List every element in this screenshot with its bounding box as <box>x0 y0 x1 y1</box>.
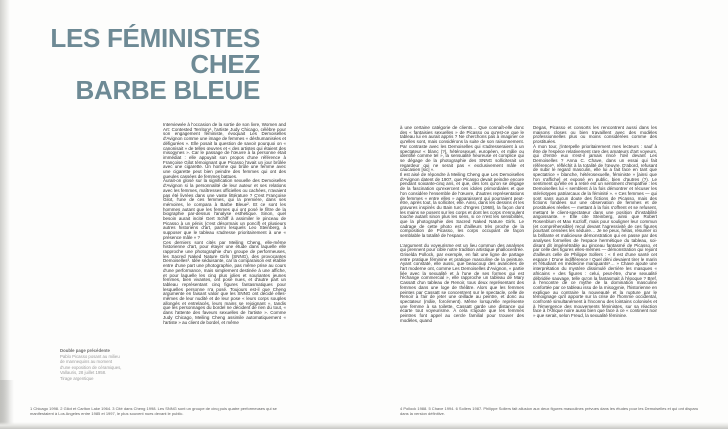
paragraph: Ces derniers sont cités par Meiling Cheng, elle-même historienne d'art, pour étayer une étude dans laquelle elle rapproche une photographie d'un groupe de performeuses, les Sacred Naked Nature Girls (SNNG), des provocantes Demoiselles³. Idée séduisante, car la comparaison est établie entre d'une part une photographie, pas même prise au cours d'une performance, mais simplement destinée à une affiche, et pour laquelle les cinq plus jolies et souriantes jeunes femmes, bien vivantes, ont posé nues, et d'autre part un tableau représentant cinq figures fantasmatiques pour lesquelles personne n'a posé. Toujours est-il que Cheng argumente en faisant valoir que les SNNG ont décidé elles-mêmes de leur nudité et de leur pose « leurs corps souples allongés et entrelacés, leurs mains se rejoignant », tandis que les personnages du bordel ne décident de rien du tout, « dans l'attente des faveurs sexuelles de l'artiste ». Comme Judy Chicago, Meiling Cheng assimile automatiquement « l'artiste » au client de bordel, et même <box>163 239 286 325</box>
title-line-3: BARBE BLEUE <box>75 75 260 105</box>
title-line-2: CHEZ <box>190 49 260 79</box>
paragraph: Degas, Picasso et consorts les rencontrent aussi dans les maisons closes ou bien travaillent avec des modèles professionnelles plus ou moins considérées comme des prostituées. <box>533 125 657 145</box>
paragraph: Aurait-on glosé sur la signification sexuelle des Demoiselles d'Avignon si la personnalité de leur auteur et ses relations avec les femmes, maîtresses officielles ou cachées, n'avaient pas été livrées dans une vaste littérature ? C'est Françoise Gilot, l'une de ces femmes, qui la première, dans ses mémoires, le compara à Barbe Bleue². Et ce sont les hommes autant que les femmes qui ont posé le filtre de la biographie par-dessus l'analyse esthétique. Sinon, quel besoin aurait incité Gert Schiff à assimiler le pinceau de Picasso à un pénis (c'est désormais un poncif) et plusieurs autres historiens d'art, parmi lesquels Leo Steinberg, à supposer que le tableau s'adresse prioritairement à une « présence mâle » ? <box>163 178 286 240</box>
caption-line: Tirage argentique <box>60 375 94 381</box>
caption-heading: Double page précédente <box>60 348 110 353</box>
title-line-1: LES FÉMINISTES <box>50 23 260 53</box>
right-page-column-1 <box>400 126 524 394</box>
right-page-footnotes: 4 Pollock 1988. 5 Chave 1994. 6 Sollers 1987. Philippe Sollers fait allusion aux deux figures masculines prévues dans les études pour les Demoiselles et qui ont disparu dans la version définitive. <box>400 406 699 416</box>
left-page-footnotes: 1 Chicago 1998. 2 Gilot et Carlton Lake 1964. 3 Cité dans Cheng 1998. Les SNNG sont un groupe de cinq puis quatre performeuses qui se manifestaient à Los Angeles entre 1985 et 1997, le plus souvent nues devant le public. <box>30 406 277 416</box>
caption-line: d'une exposition de céramiques, <box>60 364 122 370</box>
page-bottom-edge-shadow <box>0 422 728 429</box>
paragraph: L'argument du voyeurisme est un lieu commun des analyses qui prennent pour cible notre tradition artistique phallocentrée. Griselda Pollock, par exemple, en fait une ligne de partage entre pratique féminine et pratique masculine de la peinture. Ayant constaté, elle aussi, que beaucoup des avancées de l'art moderne ont, comme Les Demoiselles d'Avignon, « partie liée avec la sexualité et à l'une de ses formes qui est l'échange commercial », elle rapproche un tableau de Mary Cassatt d'un tableau de Renoir, tous deux représentant des femmes dans une loge de théâtre. Alors que les femmes peintes par Cassatt se concentrent sur le spectacle, celle de Renoir a l'air de jeter une œillade au peintre, et donc au spectateur (mâle, forcément). Même lorsqu'elle représente une femme à sa toilette, Cassatt garde une distance qui écarte tout voyeurisme. À cela s'ajoute que les femmes peintres font appel au cercle familial pour trouver des modèles, quand <box>400 242 524 323</box>
article-title <box>24 25 260 103</box>
paragraph: Interviewée à l'occasion de la sortie de son livre, Women and Art: Contested Territory¹, l'artiste Judy Chicago, célèbre pour son engagement féministe, évoquait Les Demoiselles d'Avignon comme une image de femmes « déshumanisées et défigurées ». Elle posait la question de savoir pourquoi on « canonisait » de telles œuvres et « des artistes qui étaient des misogynes ». Car le passage de l'œuvre à la personne était immédiat : elle appuyait son propos d'une référence à Françoise Gilot témoignant que Picasso l'avait un jour brûlée avec une cigarette. Un homme qui brûle une femme avec une cigarette peut bien peindre des femmes qui ont des gueules cassées de femmes battues. <box>163 122 286 179</box>
page-left-edge-shadow <box>0 0 10 429</box>
paragraph: À mon tour, j'interpelle prioritairement mes lecteurs : sauf à être de l'espèce relativement rare des amateurs d'art voyeurs, qui d'entre eux s'est-il jamais rincé l'œil devant Les Demoiselles ? Anna C. Chave, dans un essai qui fait référence⁵, réfléchit à la totalité de l'œuvre. D'abord, refusant de subir le regard masculin, elle lui a fait face en tant que spectatrice « blanche, hétérosexuelle, féministe » [ainsi que l'on s'affiche] et exposé en public, bien d'autres (?). Le sentiment qu'elle en a retiré est un sentiment d'empathie : les Demoiselles lui « semblent à la fois démontrer et récuser les stéréotypes patriarcaux de la féminité ». « Ces femmes — qui sont sans aucun doute des fictions de Picasso, mais des fictions fondées sur une observation de femmes et de prostituées réelles — mettant à la fois s'offrent et se refusent, mettant le client-spectateur dans une position d'instabilité angoissante. » Elle cite Steinberg, ainsi que Robert Rosenblum et Max Kozloff, mais pour souligner leur commun (et compréhensible) recul devant l'agressivité de ces figures pourtant censées les séduire… Je ne peux, hélas, résumer ici la brillante et malicieuse démonstration qui en passe par des analyses formelles de l'espace hermétique du tableau, soi-disant dit impénétrable au pinceau fantasmé de Picasso, et par celle des figures elles-mêmes — démonstration qui rejoint d'ailleurs celle de Philippe Sollers : « Il est d'une santé cet espace ! D'une indifférence ! Quel déni devaient tirer le marin et l'étudiant en médecine manquants⁶… » Chave ajoute une interprétation du mystère dissimulé derrière les masques « africains » des figures : celui, peut-être, d'une sexualité débridée sauvage, telle qu'on la fantasmait à l'époque ? Bref, à l'encontre de ce mythe de la domination masculine confortée par ce tableau issu de la misogynie, l'historienne en explique au contraire la nouveauté et la rupture par le témoignage qu'il apporte sur la crise de l'homme occidental, confronté simultanément à l'inconnu des lointains colonisés et à l'émergence des mouvements féministes, sur sa réaction face à l'Afrique noire aussi bien que face à ce « continent noir » que serait, selon Freud, la sexualité féminine. <box>533 143 657 319</box>
left-page-text-column <box>163 123 286 391</box>
paragraph: à une certaine catégorie de clients… Que connaît-elle donc des « fantaisies sexuelles » de Picasso ou qu'est-ce que le tableau lui en aurait appris ? Ne cherchons pas à imaginer ce qu'elles sont, mais considérons la suite de son raisonnement. Par contraste avec les Demoiselles qui s'adresseraient à un spectateur « blanc (?), hétérosexuel, européen, et mâle ou identifié comme tel », la sensualité heureuse et complice qui se dégage de la photographie des SNNG solliciterait un regardeur qui ne serait pas « exclusivement mâle et caucasien [sic] ». <box>400 125 524 173</box>
caption-line: Pablo Picasso posant au milieu <box>60 353 120 359</box>
right-page-column-2 <box>533 126 657 394</box>
photo-caption <box>60 348 154 381</box>
caption-line: Vallauris, 28 juillet 1958. <box>60 370 107 375</box>
caption-line: de mannequins au moment <box>60 359 113 364</box>
paragraph: Il est aisé de répondre à Meiling Cheng que Les Demoiselles d'Avignon datent de 1907, que Picasso devait peindre encore pendant soixante-cinq ans, et que, dès lors qu'on se dégage de la fascination qu'exercent ces idoles primordiales et que l'on considère l'ensemble de l'œuvre, d'autres représentations de femmes « entre elles » apparaissent qui pourraient peut-être, après tout, la solliciter, elle. Ainsi, dans les dessins et les gravures inspirés du Bain turc d'Ingres (1968), la façon dont les mains se posent sur les corps et dont les corps s'enroulent touche autant sinon plus les sens, si ce n'est les sensibilités, que la photographie des Sacred Naked Nature Girls. Le cadrage de cette photo est d'ailleurs très proche de la composition de Picasso, les corps occupant de façon semblable la totalité de l'espace. <box>400 172 524 239</box>
